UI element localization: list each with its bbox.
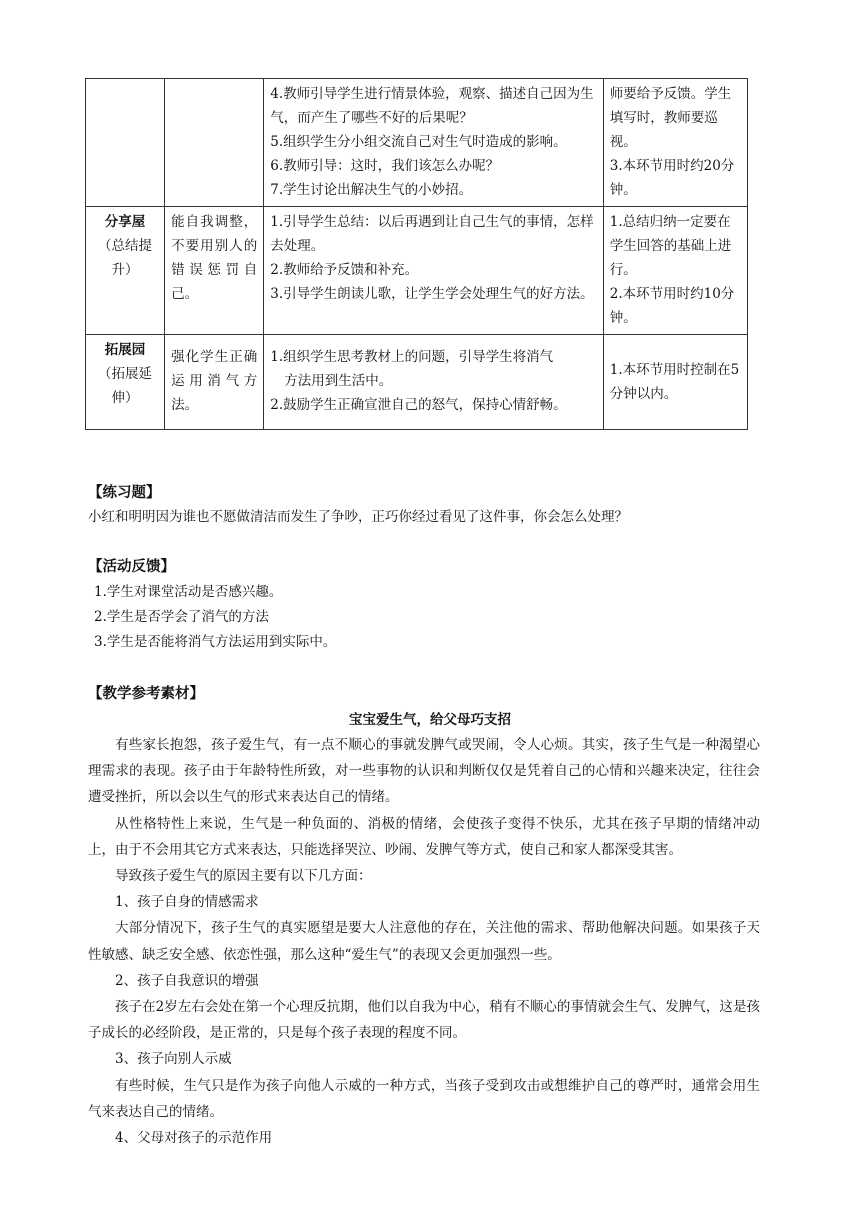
activities-cell [264, 79, 604, 207]
activity-item: 7.学生讨论出解决生气的小妙招。 [270, 182, 473, 198]
activities-cell [264, 207, 604, 335]
article-subheading: 4、父母对孩子的示范作用 [115, 1130, 273, 1147]
article-paragraph: 大部分情况下，孩子生气的真实愿望是要大人注意他的存在，关注他的需求、帮助他解决问题。如果孩子天性敏感、缺乏安全感、依恋性强，那么这种“爱生气”的表现又会更加强烈一些。 [88, 920, 760, 963]
activity-item: 6.教师引导：这时，我们该怎么办呢？ [270, 158, 500, 174]
activities-cell [264, 335, 604, 430]
activity-item: 2.教师给予反馈和补充。 [270, 262, 419, 278]
notes-cell [603, 335, 747, 430]
stage-cell [86, 335, 165, 430]
stage-cell [86, 79, 165, 207]
notes-cell [603, 207, 747, 335]
activity-item: 2.鼓励学生正确宣泄自己的怒气，保持心情舒畅。 [270, 397, 567, 413]
note-item: 3.本环节用时约20分钟。 [609, 158, 735, 198]
article-paragraph: 孩子在2岁左右会处在第一个心理反抗期，他们以自我为中心，稍有不顺心的事情就会生气、发脾气，这是孩子成长的必经阶段，是正常的，只是每个孩子表现的程度不同。 [88, 999, 760, 1042]
exercise-heading: 【练习题】 [88, 485, 161, 501]
activity-item: 5.组织学生分小组交流自己对生气时造成的影响。 [270, 134, 567, 150]
lesson-plan-table [85, 78, 748, 430]
stage-subtitle: （总结提升） [98, 238, 153, 278]
table-row [86, 79, 748, 207]
goal-cell: 能自我调整，不要用别人的错误惩罚自己。 [165, 207, 264, 335]
activity-item-continuation: 方法用到生活中。 [284, 373, 393, 389]
activity-item: 1.引导学生总结：以后再遇到让自己生气的事情，怎样去处理。 [270, 214, 594, 254]
article-paragraph: 导致孩子爱生气的原因主要有以下几方面： [115, 868, 372, 885]
stage-subtitle: （拓展延伸） [98, 366, 153, 406]
exercise-text: 小红和明明因为谁也不愿做清洁而发生了争吵，正巧你经过看见了这件事，你会怎么处理？ [88, 509, 628, 525]
note-item: 2.本环节用时约10分钟。 [609, 286, 735, 326]
table-row [86, 335, 748, 430]
feedback-heading: 【活动反馈】 [88, 559, 175, 575]
activity-item: 3.引导学生朗读儿歌，让学生学会处理生气的好方法。 [270, 286, 594, 302]
list-item: 2.学生是否学会了消气的方法 [94, 609, 269, 625]
article-subheading: 2、孩子自我意识的增强 [115, 972, 259, 989]
table-row [86, 207, 748, 335]
reference-article [88, 732, 760, 1151]
article-paragraph: 有些家长抱怨，孩子爱生气，有一点不顺心的事就发脾气或哭闹，令人心烦。其实，孩子生气是一种渴望心理需求的表现。孩子由于年龄特性所致，对一些事物的认识和判断仅仅是凭着自己的心情和兴趣来决定，往往会遭受挫折，所以会以生气的形式来表达自己的情绪。 [88, 737, 760, 806]
article-subheading: 1、孩子自身的情感需求 [115, 894, 259, 911]
list-item: 3.学生是否能将消气方法运用到实际中。 [94, 634, 337, 650]
stage-name: 分享屋 [104, 214, 146, 230]
stage-name: 拓展园 [104, 342, 146, 358]
article-subheading: 3、孩子向别人示威 [115, 1051, 232, 1068]
list-item: 1.学生对课堂活动是否感兴趣。 [94, 584, 283, 600]
activity-item: 4.教师引导学生进行情景体验，观察、描述自己因为生气，而产生了哪些不好的后果呢？ [270, 86, 594, 126]
note-item: 1.总结归纳一定要在学生回答的基础上进行。 [609, 214, 732, 278]
note-item: 师要给予反馈。学生填写时，教师要巡视。 [609, 86, 732, 150]
note-item: 1.本环节用时控制在5分钟以内。 [609, 361, 740, 402]
notes-cell [603, 79, 747, 207]
feedback-list [94, 580, 336, 655]
reference-heading: 【教学参考素材】 [88, 686, 204, 702]
article-paragraph: 从性格特性上来说，生气是一种负面的、消极的情绪，会使孩子变得不快乐，尤其在孩子早期的情绪冲动上，由于不会用其它方式来表达，只能选择哭泣、吵闹、发脾气等方式，使自己和家人都深受其害。 [88, 815, 760, 858]
goal-cell: 强化学生正确运用消气方法。 [165, 335, 264, 430]
article-title: 宝宝爱生气，给父母巧支招 [349, 712, 511, 728]
activity-item: 1.组织学生思考教材上的问题，引导学生将消气 [270, 349, 554, 365]
goal-cell [165, 79, 264, 207]
stage-cell [86, 207, 165, 335]
article-paragraph: 有些时候，生气只是作为孩子向他人示威的一种方式，当孩子受到攻击或想维护自己的尊严时，通常会用生气来表达自己的情绪。 [88, 1077, 760, 1120]
